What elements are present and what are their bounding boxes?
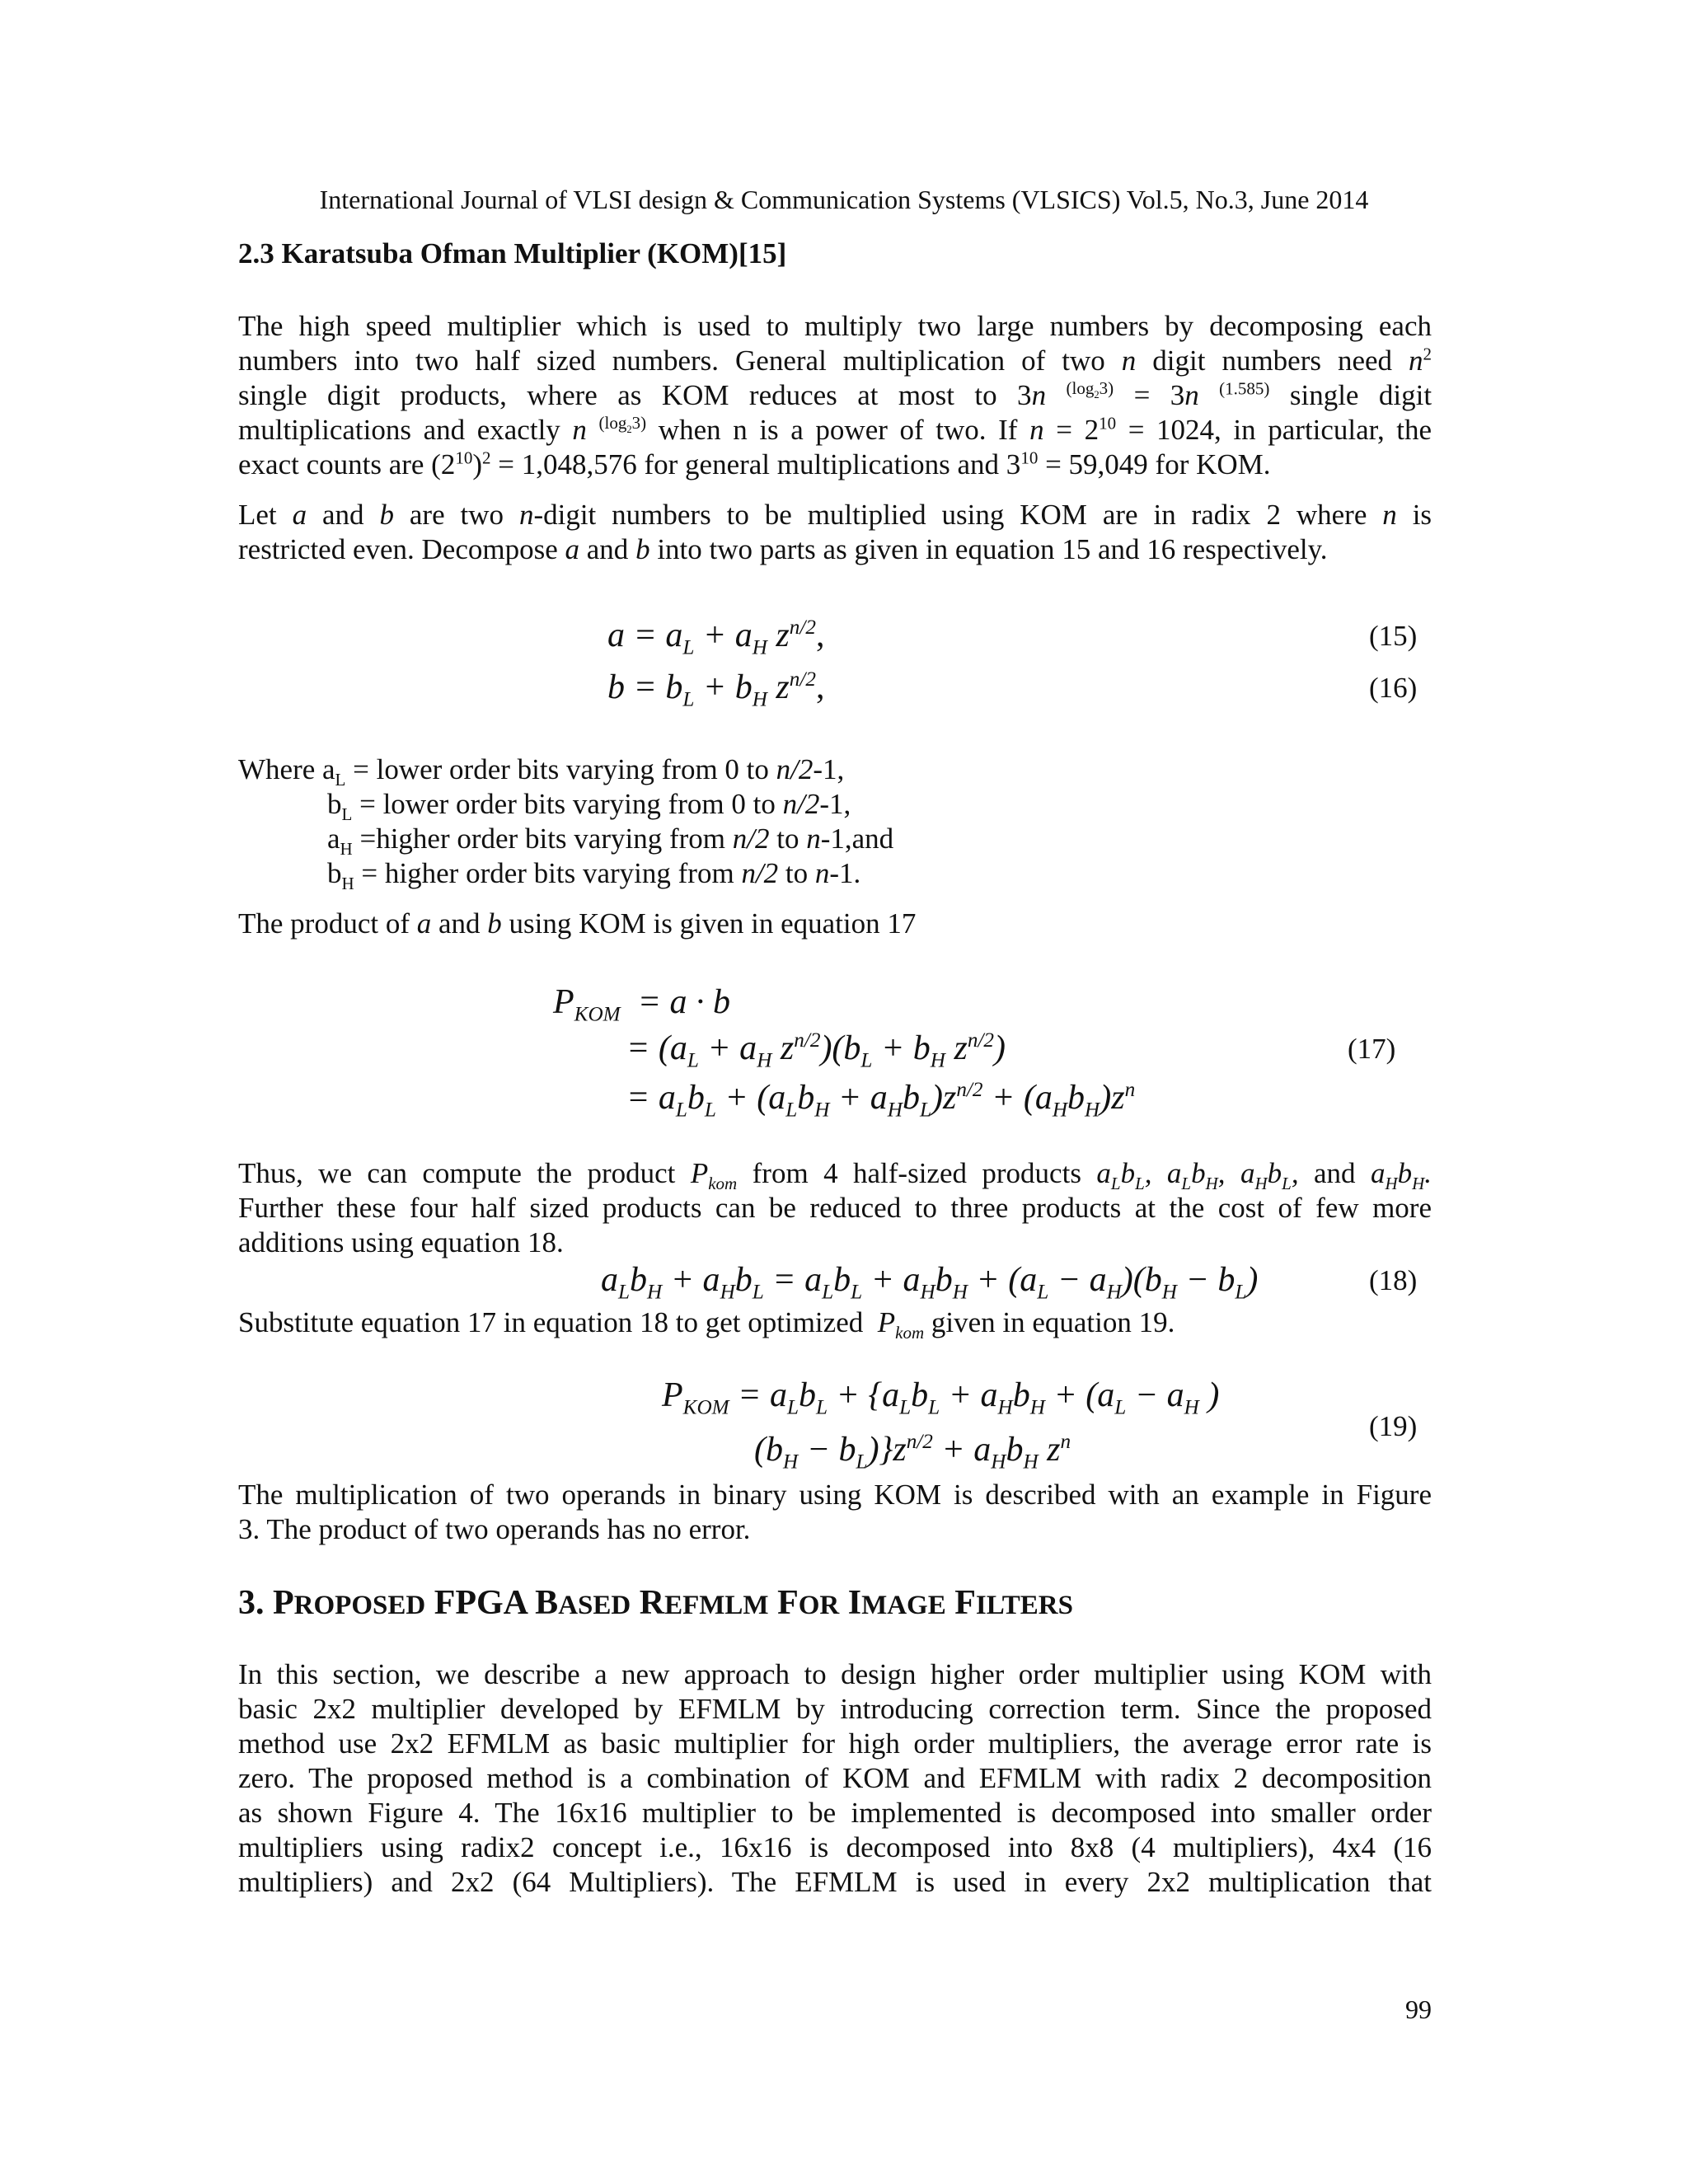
sec3-line-7: multipliers) and 2x2 (64 Multipliers). The EFMLM is used in every 2x2 multiplication that — [238, 1866, 1432, 1898]
equation-16: $b = b_L + b_H$ $z^{n/2}$, — [607, 668, 825, 711]
para2-line2: restricted even. Decompose a and b into two parts as given in equation 15 and 16 respectively. — [238, 533, 1328, 565]
para1-line3: single digit products, where as KOM reduces at most to 3n $^{(log_23)}$ = 3n $^{(1.585)}$ single digit — [238, 378, 1432, 411]
equation-18-number: (18) — [1369, 1264, 1418, 1296]
equation-17-line-1: $P_{KOM} = a \cdot b$ — [553, 983, 730, 1026]
section-2-3-title: 2.3 Karatsuba Ofman Multiplier (KOM)[15] — [238, 237, 787, 269]
equation-19-line-1: $P_{KOM} = a_Lb_L + \{a_Lb_L + a_Hb_H + (a_L - a_H$ ) — [662, 1376, 1220, 1419]
para2-line1: Let a and b are two n-digit numbers to be multiplied using KOM are in radix 2 where n is — [238, 499, 1432, 531]
equation-19-number: (19) — [1369, 1410, 1418, 1442]
sec3-line-5: as shown Figure 4. The 16x16 multiplier to be implemented is decomposed into smaller order — [238, 1797, 1432, 1829]
equation-17-line-2: = ($a_L + a_H$ $z^{n/2})(b_L + b_H$ $z^{n/2}$) — [626, 1029, 1006, 1072]
paragraph-decompose — [238, 498, 1432, 567]
equation-15-number: (15) — [1369, 620, 1418, 652]
equation-15: $a = a_L + a_H$ $z^{n/2}$, — [607, 616, 825, 659]
para1-line2: numbers into two half sized numbers. General multiplication of two n digit numbers need $n^2$ — [238, 344, 1432, 377]
equation-19-line-2: $(b_H - b_L)\}z^{n/2} + a_Hb_H$ $z^n$ — [754, 1431, 1071, 1474]
para6-line1: The multiplication of two operands in binary using KOM is described with an example in Figure — [238, 1479, 1432, 1511]
para4-line1: Thus, we can compute the product $P_{kom}$ from 4 half-sized products $a_Lb_L$, $a_Lb_H$, $a_Hb_L$, and $a_Hb_H$. — [238, 1157, 1432, 1193]
equation-18: $a_Lb_H + a_Hb_L = a_Lb_L + a_Hb_H + (a_L - a_H)(b_H - b_L)$ — [601, 1261, 1259, 1304]
sec3-line-2: basic 2x2 multiplier developed by EFMLM by introducing correction term. Since the proposed — [238, 1693, 1432, 1725]
paragraph-example — [238, 1478, 1432, 1547]
page-number: 99 — [1405, 1994, 1432, 2024]
para6-line2: 3. The product of two operands has no error. — [238, 1513, 751, 1545]
section-3-title: 3. PROPOSED FPGA BASED REFMLM FOR IMAGE FILTERS — [238, 1584, 1073, 1622]
para4-line2: Further these four half sized products can be reduced to three products at the cost of few more — [238, 1192, 1432, 1224]
paragraph-kom-intro — [238, 309, 1432, 482]
para1-line4: multiplications and exactly n $^{(log_23)}$ when n is a power of two. If $n = 2^{10} = 1024$, in particular, the — [238, 413, 1432, 446]
equation-17-line-3: = $a_Lb_L + (a_Lb_H + a_Hb_L)z^{n/2} + (a_Hb_H)z^n$ — [626, 1079, 1136, 1122]
paragraph-substitute: Substitute equation 17 in equation 18 to get optimized $P_{kom}$ given in equation 19. — [238, 1306, 1175, 1343]
sec3-line-4: zero. The proposed method is a combination of KOM and EFMLM with radix 2 decomposition — [238, 1762, 1432, 1794]
sec3-line-3: method use 2x2 EFMLM as basic multiplier for high order multipliers, the average error rate is — [238, 1727, 1432, 1760]
sec3-line-1: In this section, we describe a new approach to design higher order multiplier using KOM with — [238, 1658, 1432, 1690]
where-line-2: $b_L$ = lower order bits varying from 0 to n/2-1, — [327, 788, 851, 824]
para1-line5: exact counts are $(2^{10})^2 = 1,048,576$ for general multiplications and $3^{10} = 59,049$ for KOM. — [238, 448, 1271, 480]
para4-line3: additions using equation 18. — [238, 1226, 564, 1258]
where-line-3: $a_H$ =higher order bits varying from n/2 to n-1,and — [327, 823, 894, 859]
paragraph-proposed-method — [238, 1657, 1432, 1900]
running-header: International Journal of VLSI design & Communication Systems (VLSICS) Vol.5, No.3, June 2014 — [319, 185, 1369, 214]
where-line-4: $b_H$ = higher order bits varying from n/2 to n-1. — [327, 857, 861, 893]
paragraph-half-sized-products — [238, 1156, 1432, 1260]
sec3-line-6: multipliers using radix2 concept i.e., 16x16 is decomposed into 8x8 (4 multipliers), 4x4 (16 — [238, 1831, 1432, 1863]
para1-line1: The high speed multiplier which is used to multiply two large numbers by decomposing each — [238, 310, 1432, 342]
paragraph-product: The product of a and b using KOM is given in equation 17 — [238, 907, 917, 940]
equation-17-number: (17) — [1348, 1033, 1396, 1065]
where-line-1: Where $a_L$ = lower order bits varying from 0 to n/2-1, — [238, 753, 845, 790]
equation-16-number: (16) — [1369, 672, 1418, 704]
